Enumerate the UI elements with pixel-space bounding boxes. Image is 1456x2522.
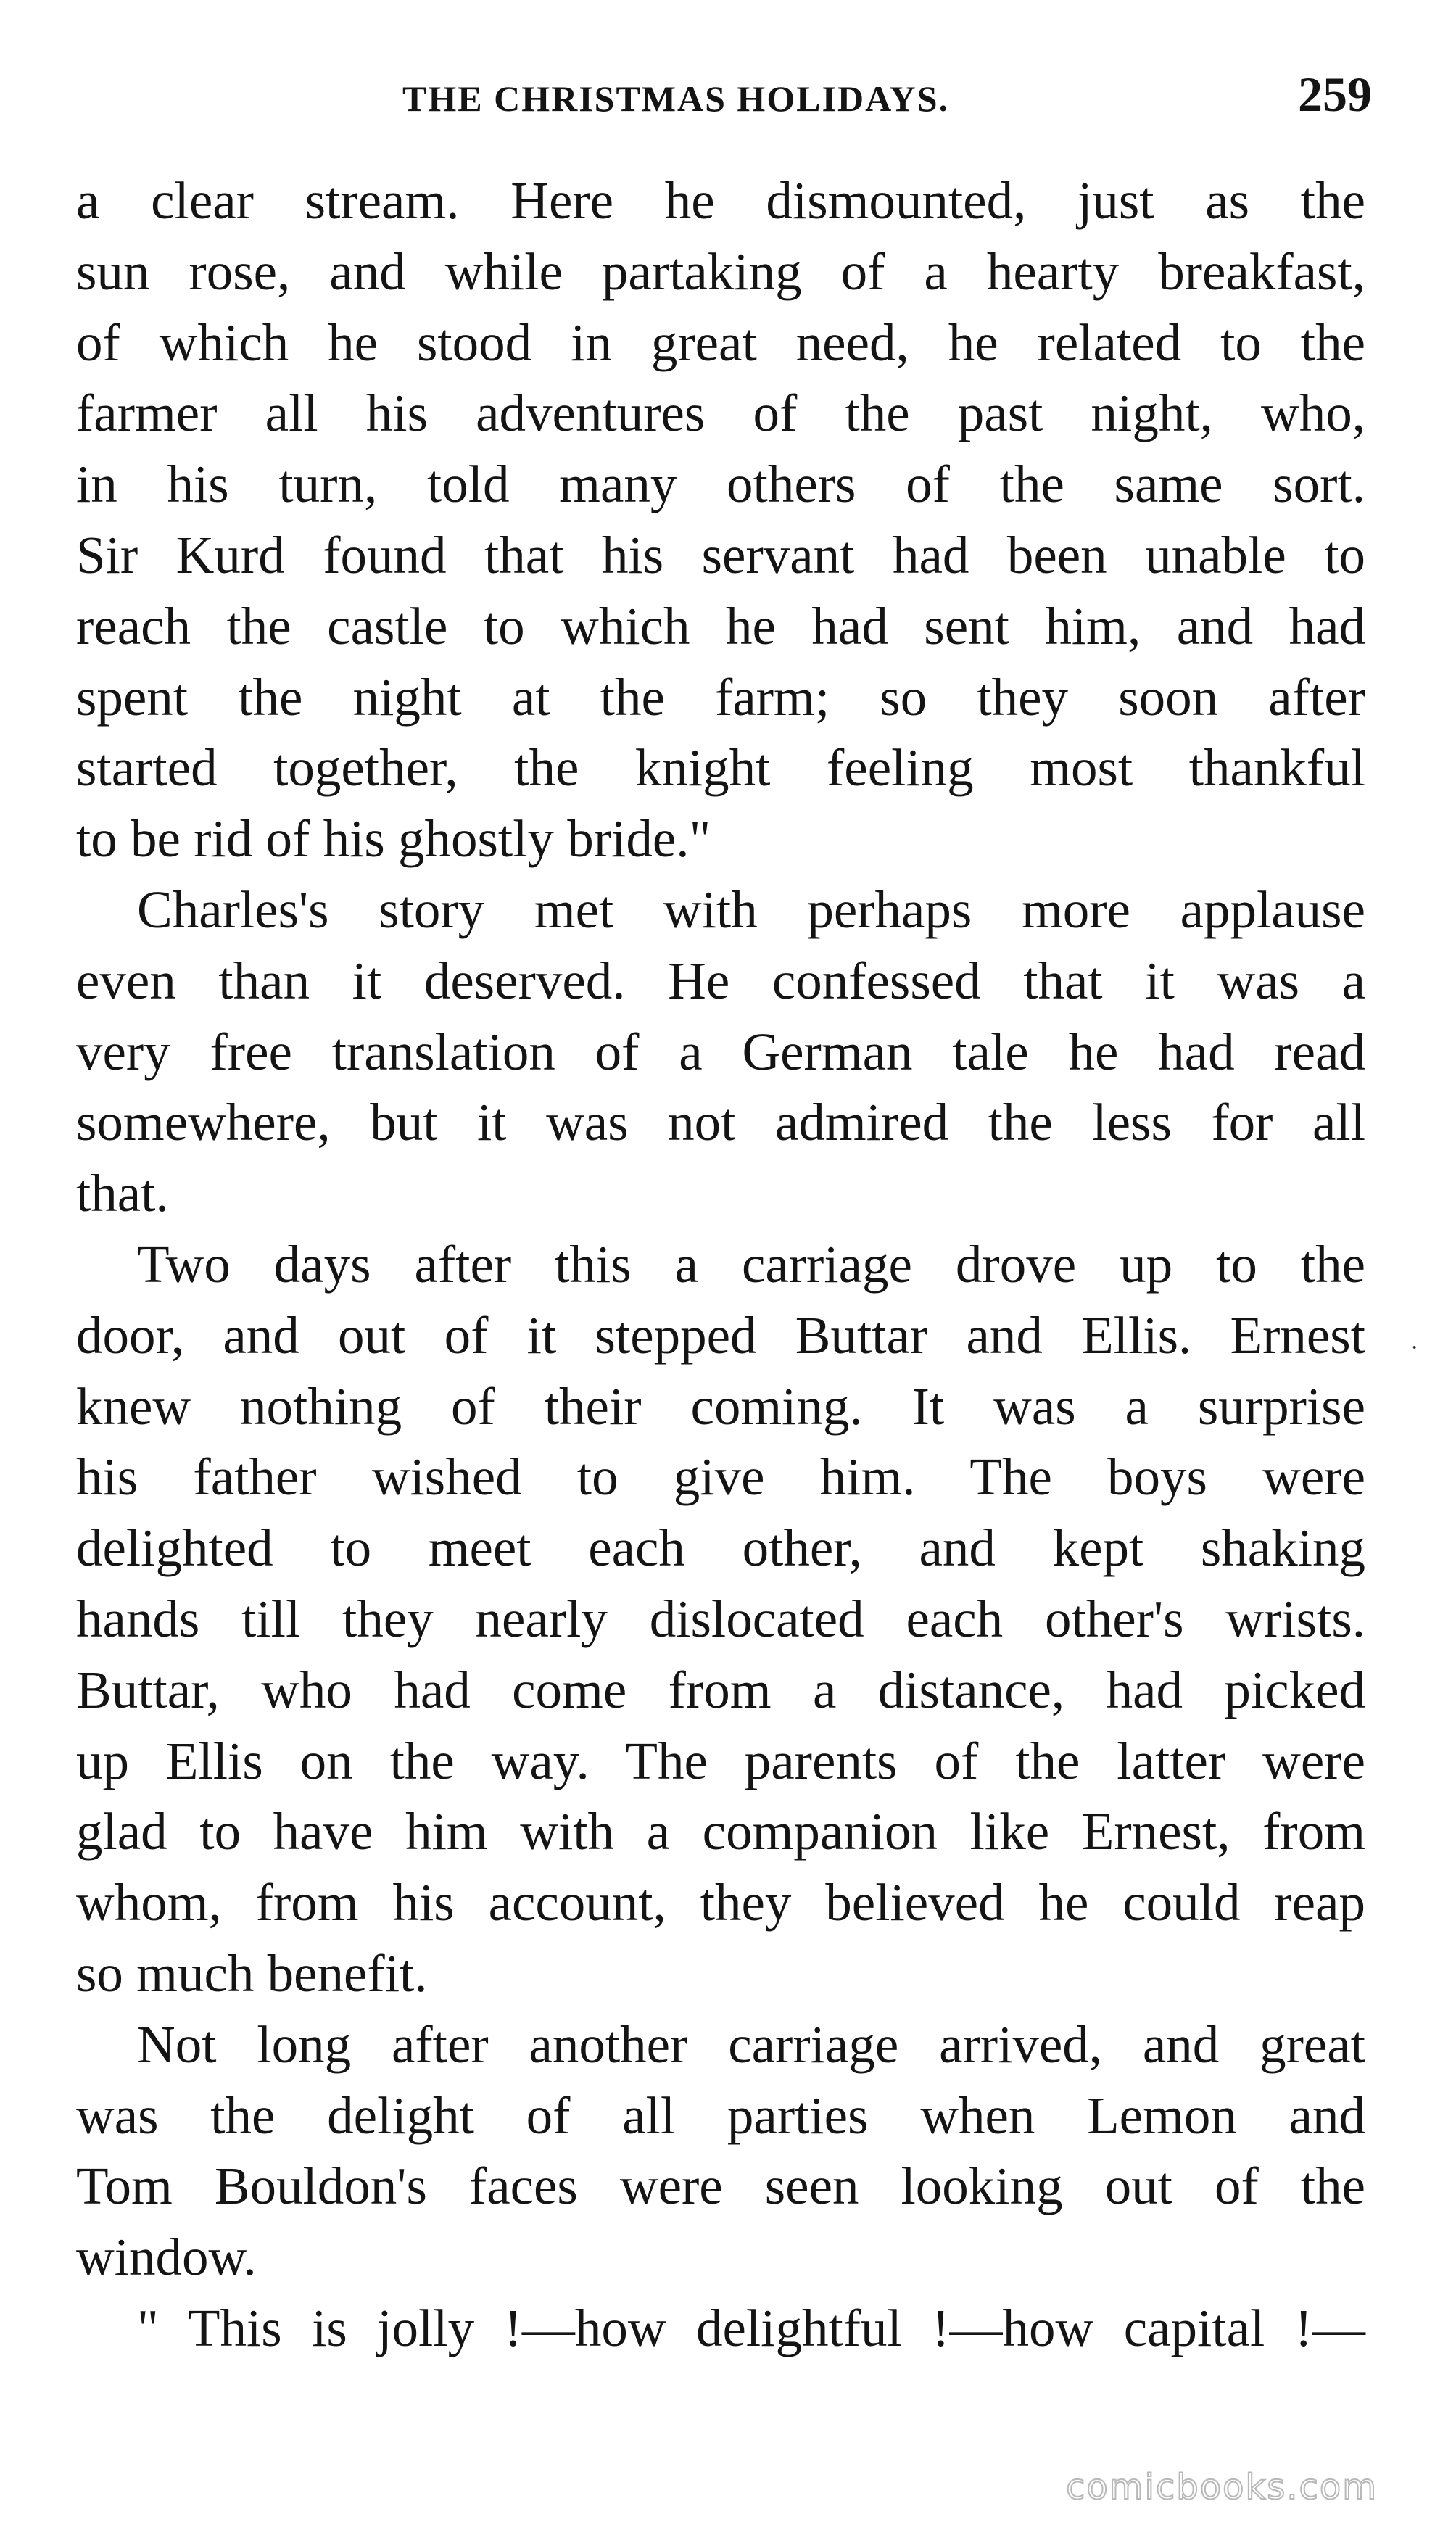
text-line: Tom Bouldon's faces were seen looking out of the xyxy=(76,2157,1365,2216)
text-line: so much benefit. xyxy=(76,1943,428,2003)
text-line: sun rose, and while partaking of a hearty breakfast, xyxy=(76,241,1365,301)
text-line: door, and out of it stepped Buttar and Ellis. Ernest xyxy=(76,1305,1365,1365)
text-line: was the delight of all parties when Lemon and xyxy=(76,2085,1365,2145)
text-line: whom, from his account, they believed he could reap xyxy=(76,1873,1365,1932)
text-line: to be rid of his ghostly bride." xyxy=(76,809,711,869)
text-line: knew nothing of their coming. It was a surprise xyxy=(76,1376,1365,1436)
body-text xyxy=(76,165,1365,2364)
text-line: hands till they nearly dislocated each other's wrists. xyxy=(76,1589,1365,1648)
page-number: 259 xyxy=(1298,67,1372,122)
text-line: very free translation of a German tale he had read xyxy=(76,1022,1365,1081)
running-title: THE CHRISTMAS HOLIDAYS. xyxy=(402,78,950,119)
text-line: farmer all his adventures of the past night, who, xyxy=(76,384,1365,443)
text-line: " This is jolly !—how delightful !—how capital !— xyxy=(137,2298,1365,2357)
text-line: Buttar, who had come from a distance, had picked xyxy=(76,1660,1365,1719)
text-line: Not long after another carriage arrived, and great xyxy=(137,2014,1365,2074)
text-line: Sir Kurd found that his servant had been unable to xyxy=(76,525,1365,584)
watermark: comicbooks.com xyxy=(1066,2467,1378,2507)
text-line: up Ellis on the way. The parents of the latter were xyxy=(76,1731,1365,1790)
text-line: Charles's story met with perhaps more applause xyxy=(137,880,1365,939)
stray-ink-mark: · xyxy=(1410,1334,1419,1361)
text-line: that. xyxy=(76,1164,169,1223)
text-line: delighted to meet each other, and kept shaking xyxy=(76,1518,1365,1578)
text-line: spent the night at the farm; so they soon after xyxy=(76,667,1365,727)
text-line: of which he stood in great need, he related to the xyxy=(76,313,1365,372)
text-line: Two days after this a carriage drove up to the xyxy=(137,1234,1365,1294)
text-line: reach the castle to which he had sent him, and had xyxy=(76,596,1365,656)
text-line: window. xyxy=(76,2228,257,2287)
running-head xyxy=(0,67,1456,128)
text-line: in his turn, told many others of the same sort. xyxy=(76,455,1365,514)
text-line: his father wished to give him. The boys were xyxy=(76,1447,1365,1507)
text-line: started together, the knight feeling most thankful xyxy=(76,738,1365,798)
text-line: somewhere, but it was not admired the less for all xyxy=(76,1093,1365,1152)
text-line: glad to have him with a companion like Ernest, from xyxy=(76,1802,1365,1861)
text-line: a clear stream. Here he dismounted, just as the xyxy=(76,171,1365,230)
text-line: even than it deserved. He confessed that it was a xyxy=(76,951,1365,1010)
